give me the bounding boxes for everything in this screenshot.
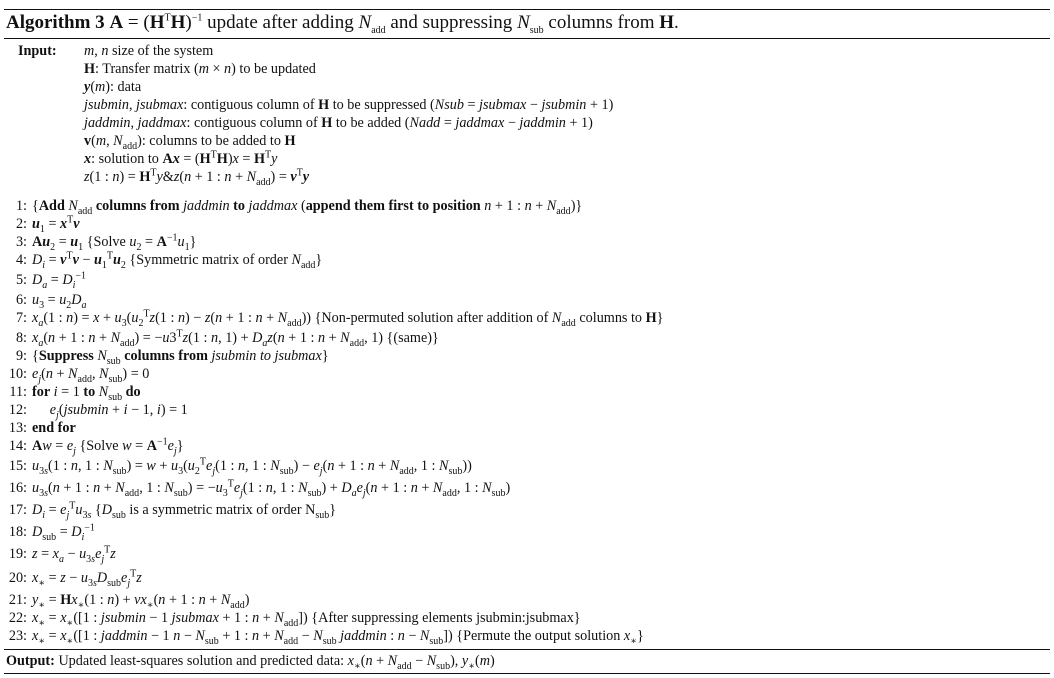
step-number: 10: [8, 366, 27, 382]
step-statement: $u_{3s}(n + 1$ : $n + N_{add}$, 1 : $N_{sub}) = -u_3^Te_j(1$ : n, 1 : $N_{sub}) + D_ae_j(n + 1$ : $n + N_{add}$, 1 : $N_{sub}$) [32, 478, 511, 499]
input-label: Input: [18, 43, 57, 59]
input-line: v(m, $N_{add}$): columns to be added to H [84, 133, 296, 152]
output-label: Output: [6, 653, 55, 669]
input-line: jaddmin, jaddmax: contiguous column of H to be added (Nadd = jaddmax − jaddmin + 1) [84, 115, 593, 131]
step-statement: $D_a = D_i^{-1}$ [32, 270, 87, 291]
step-number: 3: [15, 234, 27, 250]
top-rule [4, 9, 1050, 10]
step-statement: $u_1 = x^Tv$ [32, 214, 80, 235]
step-statement: end for [32, 420, 76, 436]
step-number: 22: [8, 610, 27, 626]
step-number: 4: [15, 252, 27, 268]
input-line: x: solution to $Ax = (H^TH)x = H^Ty$ [84, 149, 278, 167]
algorithm-title [6, 12, 679, 34]
step-number: 14: [8, 438, 27, 454]
step-statement: $u_3 = u_2D_a$ [32, 292, 87, 311]
step-statement: $z = x_a - u_{3s}e_j^Tz$ [32, 544, 116, 565]
step-number: 8: [15, 330, 27, 346]
step-number: 18: [8, 524, 27, 540]
algorithm-label: Algorithm 3 [6, 12, 105, 33]
input-line: jsubmin, jsubmax: contiguous column of H to be suppressed (Nsub = jsubmax − jsubmin + 1) [84, 97, 614, 113]
step-number: 13: [8, 420, 27, 436]
step-statement: $D_i = e_j^Tu_{3s}$ {$D_{sub}$ is a symmetric matrix of order $N_{sub}$} [32, 500, 337, 521]
step-number: 17: [8, 502, 27, 518]
input-line: H: Transfer matrix (m × n) to be updated [84, 61, 316, 77]
step-statement: {Suppress $N_{sub}$ columns from jsubmin to jsubmax} [32, 348, 329, 367]
step-number: 7: [15, 310, 27, 326]
step-number: 1: [15, 198, 27, 214]
step-number: 16: [8, 480, 27, 496]
step-statement: $x_∗ = x_∗([1$ : jaddmin − 1 $n - N_{sub} + 1$ : $n + N_{add} - N_{sub}$ jaddmin : $n - N_{sub}$]) {Permute the output solution $x_∗$} [32, 628, 644, 647]
step-number: 15: [8, 458, 27, 474]
step-number: 12: [8, 402, 27, 418]
step-number: 2: [15, 216, 27, 232]
output-line [6, 653, 495, 670]
output-text: Updated least-squares solution and predicted data: $x_∗(n + N_{add} - N_{sub})$, $y_∗(m)$ [58, 653, 495, 672]
step-number: 19: [8, 546, 27, 562]
step-statement: $y_∗ = Hx_∗(1$ : $n) + vx_∗(n + 1$ : $n + N_{add}$) [32, 592, 250, 611]
step-statement: $D_i = v^Tv - u_1^Tu_2$ {Symmetric matrix of order $N_{add}$} [32, 250, 323, 271]
algorithm-caption: $A = (H^TH)^{-1}$ update after adding $N_{add}$ and suppressing $N_{sub}$ columns from H. [109, 12, 679, 36]
step-number: 11: [9, 384, 27, 400]
bottom-rule [4, 673, 1050, 674]
step-number: 20: [8, 570, 27, 586]
output-rule [4, 649, 1050, 650]
step-statement: $x_a(1$ : $n) = x + u_3(u_2^Tz(1$ : n) − z(n + 1 : $n + N_{add}$)) {Non-permuted solution after addition of $N_{add}$ columns to H} [32, 308, 664, 329]
step-statement: {Add $N_{add}$ columns from jaddmin to jaddmax (append them first to position n + 1 : $n + N_{add}$)} [32, 198, 583, 217]
step-number: 21: [8, 592, 27, 608]
step-statement: $x_a(n + 1$ : $n + N_{add}) = -u3^Tz(1$ : n, $1) + D_az(n + 1$ : $n + N_{add}$, 1) {(same)} [32, 328, 439, 349]
input-line: z(1 : $n) = H^Ty\&z(n + 1$ : $n + N_{add}) = v^Ty$ [84, 167, 310, 188]
step-statement: $x_∗ = z - u_{3s}D_{sub}e_j^Tz$ [32, 568, 142, 589]
step-statement: $Au_2 = u_1$ {Solve $u_2 = A^{-1}u_1$} [32, 232, 197, 253]
step-number: 9: [15, 348, 27, 364]
step-number: 23: [8, 628, 27, 644]
step-number: 5: [15, 272, 27, 288]
input-line: y(m): data [84, 79, 142, 95]
step-statement: $e_j(jsubmin + i - 1$, i) = 1 [49, 402, 188, 421]
step-statement: for i = 1 to $N_{sub}$ do [32, 384, 141, 403]
step-number: 6: [15, 292, 27, 308]
step-statement: $e_j(n + N_{add}$, $N_{sub}) = 0$ [32, 366, 150, 385]
step-statement: $x_∗ = x_∗([1$ : jsubmin − 1 jsubmax + 1 : $n + N_{add}$]) {After suppressing elements jsubmin:jsubmax} [32, 610, 581, 629]
input-line: m, n size of the system [84, 43, 214, 59]
step-statement: $Aw = e_j$ {Solve $w = A^{-1}e_j$} [32, 436, 184, 457]
step-statement: $u_{3s}(1$ : n, 1 : $N_{sub}) = w + u_3(u_2^Te_j(1$ : n, 1 : $N_{sub}) - e_j(n + 1$ : $n + N_{add}$, 1 : $N_{sub}$)) [32, 456, 472, 477]
title-rule [4, 38, 1050, 39]
step-statement: $D_{sub} = D_i^{-1}$ [32, 522, 95, 543]
